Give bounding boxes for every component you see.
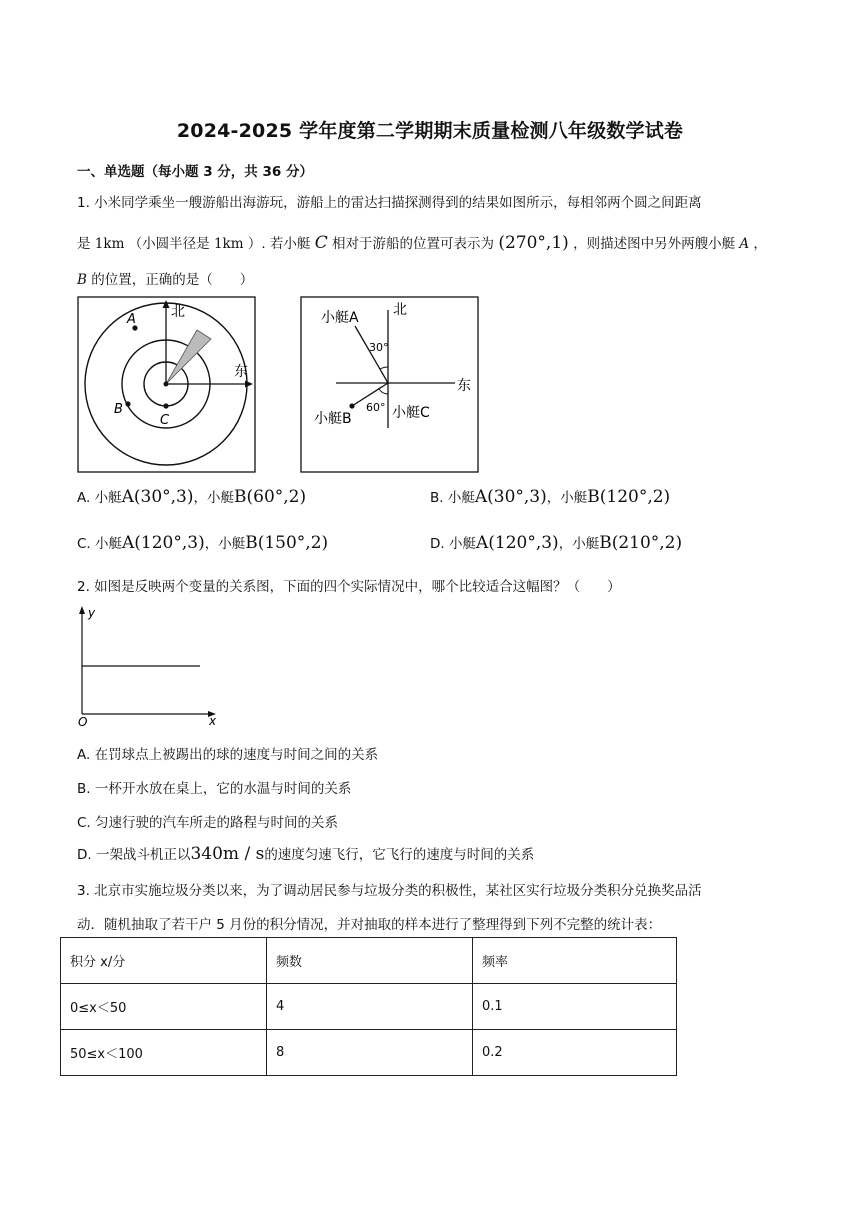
q1-option-a[interactable]: [77, 486, 306, 507]
frequency-table: [60, 937, 677, 1076]
point-boat-b: [349, 403, 354, 408]
q3-line-2: 动．随机抽取了若干户 5 月份的积分情况，并对抽取的样本进行了整理得到下列不完整的统计表：: [77, 917, 662, 933]
q1-option-b[interactable]: [430, 486, 670, 507]
option-text: 小艇: [94, 490, 122, 506]
option-text: 小艇: [95, 536, 123, 552]
north-label: 北: [171, 304, 185, 320]
y-label: y: [88, 606, 96, 620]
origin-label: O: [78, 715, 88, 728]
angle-arc-30: [380, 367, 388, 369]
table-header-row: [61, 938, 677, 984]
option-value: B(120°,2): [587, 487, 671, 507]
option-text: D. 一架战斗机正以: [77, 847, 191, 863]
cell-rate: 0.2: [473, 1030, 677, 1076]
q1-unit: 1km: [94, 236, 125, 252]
q2-stem: 2. 如图是反映两个变量的关系图，下面的四个实际情况中，哪个比较适合这幅图？（ ）: [77, 579, 621, 595]
table-row: [61, 1030, 677, 1076]
q1-text: ，则描述图中另外两艘小艇: [573, 236, 736, 252]
point-c: [163, 403, 168, 408]
q1-var-c: C: [314, 233, 328, 253]
ship-point: [164, 382, 169, 387]
q1-option-d[interactable]: [430, 532, 682, 553]
y-arrow-icon: [79, 606, 85, 614]
q1-text: 是: [77, 236, 91, 252]
x-label: x: [209, 714, 217, 728]
exam-title: 2024-2025 学年度第二学期期末质量检测八年级数学试卷: [176, 120, 684, 142]
q1-coord-c: (270°,1): [498, 233, 569, 253]
radar-sweep: [166, 330, 211, 384]
q3-line-1: 3. 北京市实施垃圾分类以来，为了调动居民参与垃圾分类的积极性，某社区实行垃圾分类积分兑换奖品活: [77, 883, 702, 899]
q1-line-1: 1. 小米同学乘坐一艘游船出海游玩，游船上的雷达扫描探测得到的结果如图所示，每相邻两个圆之间距离: [77, 195, 702, 211]
angle-arc-60: [379, 389, 388, 394]
option-value: A(30°,3): [474, 487, 547, 507]
option-value: A(30°,3): [121, 487, 194, 507]
label-b: B: [114, 402, 123, 417]
label-a: A: [127, 312, 136, 327]
table-row: [61, 984, 677, 1030]
label-c: C: [160, 413, 170, 428]
q1-line-2: [77, 232, 767, 253]
radar-figure: [77, 296, 257, 474]
direction-figure: [300, 296, 480, 474]
option-text: ，小艇: [558, 536, 600, 552]
cell-count: 4: [267, 984, 473, 1030]
option-value: B(210°,2): [599, 533, 683, 553]
option-text: 的速度匀速飞行，它飞行的速度与时间的关系: [264, 847, 535, 863]
q1-line-3: [77, 268, 253, 288]
q1-text: （小圆半径是: [128, 236, 210, 252]
north-arrow-icon: [163, 300, 170, 308]
option-label: A.: [77, 490, 91, 506]
header-score: 积分 x/分: [61, 938, 267, 984]
option-value: B(150°,2): [245, 533, 329, 553]
section-heading: 一、单选题（每小题 3 分，共 36 分）: [77, 164, 313, 180]
option-label: D.: [430, 536, 445, 552]
q2-graph: [74, 604, 224, 728]
cell-rate: 0.1: [473, 984, 677, 1030]
q2-option-c[interactable]: C. 匀速行驶的汽车所走的路程与时间的关系: [77, 815, 339, 831]
q1-var-b: B: [77, 272, 87, 288]
q1-text: ）. 若小艇: [247, 236, 311, 252]
option-text: ，小艇: [546, 490, 588, 506]
option-value: A(120°,3): [475, 533, 559, 553]
east-label: 东: [234, 364, 248, 380]
cell-range: 50≤x＜100: [61, 1030, 267, 1076]
option-label: B.: [430, 490, 444, 506]
q1-option-c[interactable]: [77, 532, 328, 553]
q1-var-a: A: [739, 236, 750, 252]
boat-c-label: 小艇C: [392, 405, 430, 421]
speed-value: 340m / s: [190, 844, 265, 864]
q1-text: 的位置，正确的是（ ）: [91, 272, 254, 288]
q1-text: ，: [753, 236, 767, 252]
boat-b-label: 小艇B: [314, 411, 352, 427]
option-text: 小艇: [448, 536, 476, 552]
north-label: 北: [393, 302, 407, 318]
q2-option-a[interactable]: A. 在罚球点上被踢出的球的速度与时间之间的关系: [77, 747, 379, 763]
header-frequency: 频数: [267, 938, 473, 984]
east-arrow-icon: [245, 381, 253, 388]
angle-60-label: 60°: [366, 401, 386, 414]
option-value: A(120°,3): [122, 533, 205, 553]
angle-30-label: 30°: [369, 341, 389, 354]
q1-unit: 1km: [213, 236, 244, 252]
cell-count: 8: [267, 1030, 473, 1076]
q2-option-d[interactable]: [77, 843, 534, 864]
point-b: [125, 401, 130, 406]
cell-range: 0≤x＜50: [61, 984, 267, 1030]
q2-option-b[interactable]: B. 一杯开水放在桌上，它的水温与时间的关系: [77, 781, 352, 797]
east-label: 东: [457, 378, 471, 394]
option-value: B(60°,2): [234, 487, 307, 507]
option-text: ，小艇: [204, 536, 246, 552]
option-text: ，小艇: [193, 490, 234, 506]
line-to-a: [355, 326, 388, 383]
header-rate: 频率: [473, 938, 677, 984]
option-label: C.: [77, 536, 91, 552]
boat-a-label: 小艇A: [321, 310, 359, 326]
q1-text: 相对于游船的位置可表示为: [332, 236, 495, 252]
option-text: 小艇: [447, 490, 475, 506]
